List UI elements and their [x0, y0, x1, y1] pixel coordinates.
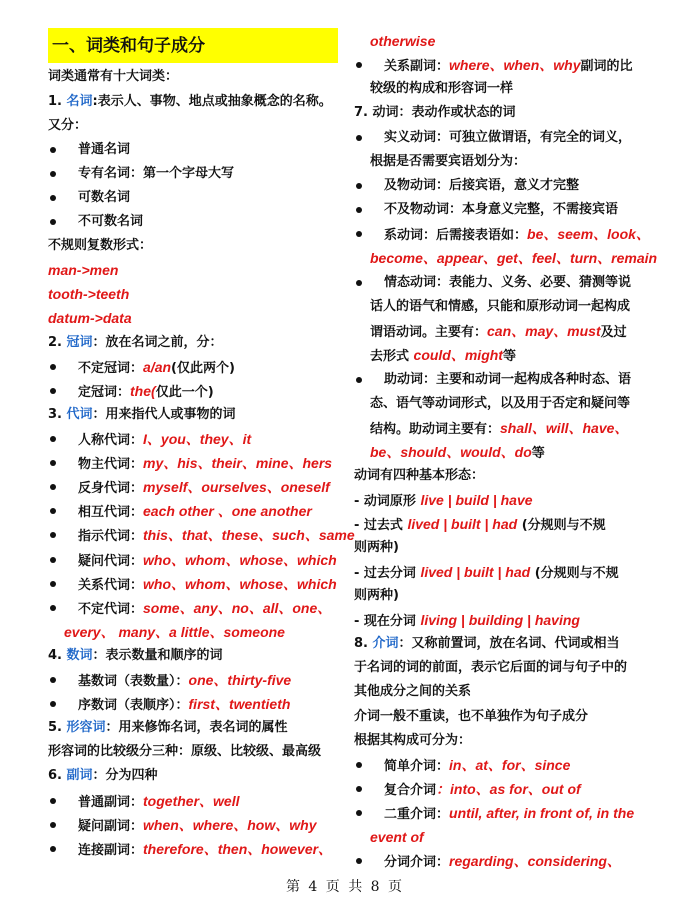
intransitive-verb: 不及物动词：本身意义完整，不需接宾语	[384, 202, 619, 217]
numeral-heading: 4. 数词：表示数量和顺序的词	[48, 648, 223, 663]
preposition-item: 复合介词：into、as for、out of	[384, 781, 581, 798]
noun-type-item: 专有名词：第一个字母大写	[78, 166, 235, 181]
verb-heading: 7. 动词：表动作或状态的词	[354, 105, 516, 120]
verb-form-base: - 动词原形 live | build | have	[354, 492, 533, 509]
bullet	[50, 846, 56, 852]
bullet	[50, 436, 56, 442]
adjective-heading: 5. 形容词：用来修饰名词，表名词的属性	[48, 720, 288, 735]
bullet	[356, 377, 362, 383]
numeral-item: 序数词（表顺序）：first、twentieth	[78, 696, 291, 713]
article-item: 定冠词：the(仅此一个)	[78, 383, 214, 400]
bullet	[50, 822, 56, 828]
bullet	[50, 195, 56, 201]
pronoun-item: 不定代词：some、any、no、all、one、	[78, 599, 332, 617]
noun-sub: 又分：	[48, 118, 88, 133]
preposition-desc: 介词一般不重读，也不单独作为句子成分	[354, 709, 589, 724]
noun-type-item: 可数名词	[78, 190, 131, 205]
double-prep-cont: event of	[370, 829, 424, 845]
auxiliary-verb: 助动词：主要和动词一起构成各种时态、语	[384, 372, 632, 387]
adverb-item: 普通副词：together、well	[78, 793, 240, 810]
modal-verb-cont: 去形式 could、might等	[370, 347, 516, 364]
bullet	[50, 460, 56, 466]
linking-verb: 系动词：后需接表语如：be、seem、look、	[384, 226, 650, 243]
pronoun-heading: 3. 代词：用来指代人或事物的词	[48, 407, 236, 422]
section-title: 一、词类和句子成分	[52, 36, 205, 56]
bullet	[50, 532, 56, 538]
pronoun-item: 相互代词：each other 、one another	[78, 503, 312, 521]
bullet	[356, 810, 362, 816]
bullet	[50, 701, 56, 707]
bullet	[50, 388, 56, 394]
bullet	[50, 605, 56, 611]
bullet	[356, 280, 362, 286]
modal-verb: 情态动词：表能力、义务、必要、猜测等说	[384, 275, 632, 290]
bullet	[50, 484, 56, 490]
bullet	[50, 147, 56, 153]
bullet	[356, 762, 362, 768]
auxiliary-verb-cont: 结构。助动词主要有：shall、will、have、	[370, 420, 629, 437]
bullet	[50, 508, 56, 514]
article-item: 不定冠词：a/an(仅此两个)	[78, 359, 235, 376]
verb-forms-label: 动词有四种基本形态：	[354, 468, 485, 483]
bullet	[50, 677, 56, 683]
bullet	[50, 219, 56, 225]
verb-form-past: - 过去式 lived | built | had (分规则与不规	[354, 516, 606, 533]
transitive-verb: 及物动词：后接宾语，意义才完整	[384, 178, 580, 193]
page-footer: 第 4 页 共 8 页	[285, 879, 405, 895]
bullet	[356, 62, 362, 68]
noun-heading: 1. 名词:表示人、事物、地点或抽象概念的名称。	[48, 94, 332, 109]
indef-pronoun-cont: every、 many、a little、someone	[64, 624, 285, 640]
bullet	[50, 171, 56, 177]
noun-type-item: 不可数名词	[78, 214, 144, 229]
notional-verb-cont: 根据是否需要宾语划分为：	[370, 154, 527, 169]
relative-adverb-cont: 较级的构成和形容词一样	[370, 81, 514, 96]
adverb-heading: 6. 副词：分为四种	[48, 768, 158, 783]
notional-verb: 实义动词：可独立做谓语，有完全的词义，	[384, 130, 632, 145]
linking-verb-cont: become、appear、get、feel、turn、remain	[370, 250, 658, 266]
pronoun-item: 指示代词：this、that、these、such、same	[78, 527, 355, 545]
pronoun-item: 物主代词：my、his、their、mine、hers	[78, 455, 333, 473]
verb-form-participle-cont: 则两种)	[354, 588, 399, 603]
pronoun-item: 人称代词：I、you、they、it	[78, 431, 252, 448]
pronoun-item: 反身代词：myself、ourselves、oneself	[78, 479, 330, 497]
adverb-item: 疑问副词：when、where、how、why	[78, 817, 317, 834]
preposition-item: 二重介词：until, after, in front of, in the	[384, 805, 635, 822]
preposition-desc: 于名词的词的前面，表示它后面的词与句子中的	[354, 660, 628, 675]
bullet	[50, 557, 56, 563]
modal-verb-cont: 谓语动词。主要有：can、may、must及过	[370, 323, 627, 340]
bullet	[356, 858, 362, 864]
bullet	[356, 135, 362, 141]
adjective-compare: 形容词的比较级分三种：原级、比较级、最高级	[48, 744, 322, 759]
relative-adverb: 关系副词：where、when、why副词的比	[384, 57, 633, 74]
bullet	[50, 581, 56, 587]
verb-form-ing: - 现在分词 living | building | having	[354, 612, 580, 629]
auxiliary-verb-cont: 态、语气等动词形式，以及用于否定和疑问等	[370, 396, 631, 411]
pronoun-item: 关系代词：who、whom、whose、which	[78, 575, 337, 593]
preposition-item: 简单介词：in、at、for、since	[384, 757, 571, 774]
noun-type-item: 普通名词	[78, 142, 131, 157]
auxiliary-verb-cont: be、should、would、do等	[370, 444, 545, 461]
numeral-item: 基数词（表数量）：one、thirty-five	[78, 672, 292, 689]
noun-term: 名词	[66, 94, 93, 109]
bullet	[356, 231, 362, 237]
intro-line: 词类通常有十大词类：	[48, 69, 179, 84]
otherwise-cont: otherwise	[370, 33, 436, 49]
bullet	[50, 798, 56, 804]
modal-verb-cont: 话人的语气和情感，只能和原形动词一起构成	[370, 299, 631, 314]
bullet	[356, 183, 362, 189]
participle-preposition: 分词介词：regarding、considering、	[384, 853, 621, 870]
verb-form-participle: - 过去分词 lived | built | had (分规则与不规	[354, 564, 619, 581]
article-heading: 2. 冠词：放在名词之前，分：	[48, 335, 223, 350]
irregular-label: 不规则复数形式：	[48, 238, 153, 253]
bullet	[50, 364, 56, 370]
irregular-item: man->men	[48, 262, 119, 278]
preposition-desc: 根据其构成可分为：	[354, 733, 472, 748]
irregular-item: datum->data	[48, 310, 132, 326]
preposition-heading: 8. 介词：又称前置词，放在名词、代词或相当	[354, 636, 620, 651]
bullet	[356, 207, 362, 213]
adverb-item: 连接副词：therefore、then、however、	[78, 841, 333, 858]
preposition-desc: 其他成分之间的关系	[354, 684, 472, 699]
verb-form-past-cont: 则两种)	[354, 540, 399, 555]
irregular-item: tooth->teeth	[48, 286, 130, 302]
section-title-bar	[48, 28, 338, 63]
pronoun-item: 疑问代词：who、whom、whose、which	[78, 551, 337, 569]
bullet	[356, 786, 362, 792]
